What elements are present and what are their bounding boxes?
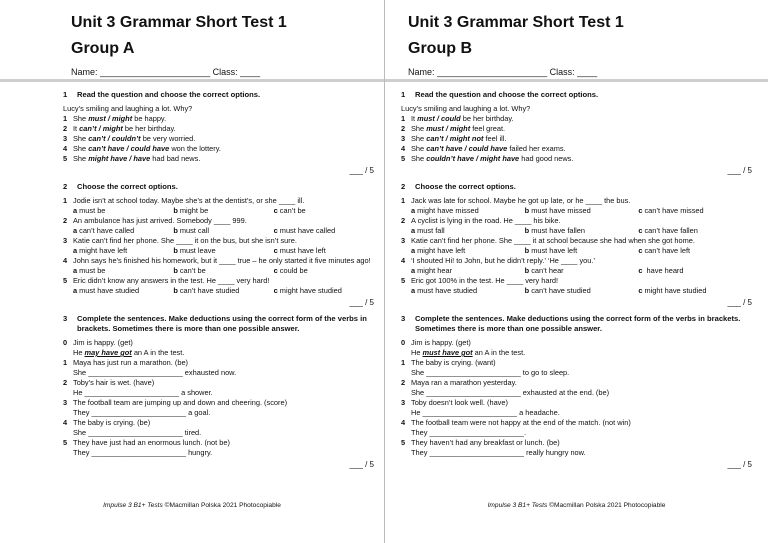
item-text bbox=[73, 144, 374, 154]
item-pre: She bbox=[411, 144, 427, 153]
item-number: 4 bbox=[63, 144, 68, 153]
answer-line[interactable] bbox=[63, 388, 374, 398]
s2-item bbox=[401, 216, 752, 226]
option-choice[interactable]: can’t / might bbox=[79, 124, 123, 133]
item-question: Katie can’t find her phone. She ____ it at school because she had when she got home. bbox=[411, 236, 695, 245]
option-text: must have left bbox=[531, 246, 578, 255]
option-b[interactable] bbox=[173, 286, 273, 296]
option-c[interactable] bbox=[274, 286, 374, 296]
item-number: 4 bbox=[63, 418, 68, 427]
item-number: 2 bbox=[401, 124, 406, 133]
option-c[interactable] bbox=[638, 246, 752, 256]
page-title: Unit 3 Grammar Short Test 1 bbox=[408, 14, 624, 31]
answer-blank[interactable]: She _______________________ exhausted now. bbox=[73, 368, 237, 377]
option-text: might have studied bbox=[279, 286, 342, 295]
item-question: Jack was late for school. Maybe he got up late, or he ____ the bus. bbox=[411, 196, 631, 205]
s3-item bbox=[63, 438, 374, 448]
item-question: ‘I shouted Hi! to John, but he didn’t reply.’ ‘He ____ you.’ bbox=[411, 256, 596, 265]
example-post: an A in the test. bbox=[472, 348, 526, 357]
answer-options bbox=[401, 226, 752, 236]
option-c[interactable] bbox=[274, 226, 374, 236]
answer-blank[interactable]: They _______________________. bbox=[411, 428, 527, 437]
answer-options bbox=[63, 206, 374, 216]
answer-options bbox=[401, 286, 752, 296]
option-text: must have studied bbox=[417, 286, 478, 295]
s2-item bbox=[401, 256, 752, 266]
section-3-score: ___ / 5 bbox=[349, 460, 374, 469]
footer: Impulse 3 B1+ Tests ©Macmillan Polska 2021 Photocopiable bbox=[487, 502, 666, 509]
item-question: Eric didn’t know any answers in the test. He ____ very hard! bbox=[73, 276, 270, 285]
option-text: must call bbox=[179, 226, 210, 235]
item-post: won the lottery. bbox=[169, 144, 221, 153]
option-a[interactable] bbox=[411, 226, 525, 236]
option-a[interactable] bbox=[411, 206, 525, 216]
option-b[interactable] bbox=[173, 226, 273, 236]
item-post: feel great. bbox=[470, 124, 506, 133]
section-3-score: ___ / 5 bbox=[727, 460, 752, 469]
option-a[interactable] bbox=[73, 206, 173, 216]
s3-item bbox=[63, 358, 374, 368]
answer-blank[interactable]: They _______________________ really hungry now. bbox=[411, 448, 586, 457]
answer-line[interactable] bbox=[401, 448, 752, 458]
header bbox=[71, 14, 384, 77]
answer-line[interactable] bbox=[63, 428, 374, 438]
option-letter: a bbox=[73, 246, 78, 255]
item-post: be very worried. bbox=[140, 134, 196, 143]
item-question: John says he’s finished his homework, but it ____ true – he only started it five minutes ago! bbox=[73, 256, 371, 265]
option-text: must have missed bbox=[531, 206, 591, 215]
item-pre: She bbox=[411, 124, 427, 133]
page-title: Unit 3 Grammar Short Test 1 bbox=[71, 14, 287, 31]
option-letter: c bbox=[638, 246, 643, 255]
item-question: Eric got 100% in the test. He ____ very hard! bbox=[411, 276, 559, 285]
item-number: 2 bbox=[401, 216, 406, 225]
option-b[interactable] bbox=[525, 266, 639, 276]
answer-blank[interactable]: She _______________________ tired. bbox=[73, 428, 202, 437]
name-class-line: Name: ______________________ Class: ____ bbox=[408, 67, 598, 77]
item-post: had good news. bbox=[519, 154, 574, 163]
item-number: 4 bbox=[401, 256, 406, 265]
option-choice[interactable]: must / might bbox=[88, 114, 133, 123]
option-letter: b bbox=[173, 246, 178, 255]
option-text: must be bbox=[79, 266, 106, 275]
item-text bbox=[411, 114, 752, 124]
item-text bbox=[73, 124, 374, 134]
option-b[interactable] bbox=[173, 206, 273, 216]
example-answer: must have got bbox=[422, 348, 473, 357]
option-letter: b bbox=[524, 266, 530, 275]
test-body bbox=[63, 90, 374, 470]
answer-line[interactable] bbox=[401, 368, 752, 378]
s3-item bbox=[63, 398, 374, 408]
option-letter: a bbox=[73, 266, 78, 275]
option-text: must have left bbox=[279, 246, 326, 255]
option-b[interactable] bbox=[525, 226, 639, 236]
item-prompt: Maya ran a marathon yesterday. bbox=[411, 378, 517, 387]
item-number: 2 bbox=[63, 378, 68, 387]
option-c[interactable] bbox=[638, 226, 752, 236]
option-c[interactable] bbox=[274, 246, 374, 256]
item-number: 4 bbox=[401, 144, 406, 153]
option-letter: b bbox=[173, 226, 178, 235]
option-choice[interactable]: must / could bbox=[417, 114, 461, 123]
option-text: have heard bbox=[644, 266, 684, 275]
item-prompt: The football team are jumping up and down and cheering. (score) bbox=[73, 398, 288, 407]
option-letter: b bbox=[173, 286, 178, 295]
s1-item bbox=[63, 134, 374, 144]
item-prompt: The baby is crying. (want) bbox=[411, 358, 496, 367]
option-letter: c bbox=[638, 266, 643, 275]
option-a[interactable] bbox=[411, 246, 525, 256]
answer-blank[interactable]: They _______________________ a goal. bbox=[73, 408, 211, 417]
option-b[interactable] bbox=[525, 246, 639, 256]
section-2-score: ___ / 5 bbox=[349, 298, 374, 307]
section-2-heading: 2 Choose the correct options. bbox=[401, 182, 516, 191]
item-prompt: The baby is crying. (be) bbox=[73, 418, 151, 427]
option-choice[interactable]: must / might bbox=[426, 124, 471, 133]
item-number: 2 bbox=[63, 124, 68, 133]
item-number: 3 bbox=[401, 236, 406, 245]
test-page-group-b bbox=[384, 0, 768, 543]
option-letter: c bbox=[273, 226, 278, 235]
option-letter: c bbox=[273, 246, 278, 255]
option-text: can’t have called bbox=[79, 226, 135, 235]
item-pre: It bbox=[411, 114, 418, 123]
item-number: 0 bbox=[401, 338, 406, 347]
answer-options bbox=[401, 266, 752, 276]
option-text: might hear bbox=[417, 266, 453, 275]
item-number: 1 bbox=[63, 114, 68, 123]
option-letter: b bbox=[173, 206, 178, 215]
footer: Impulse 3 B1+ Tests ©Macmillan Polska 2021 Photocopiable bbox=[103, 502, 281, 509]
option-letter: a bbox=[411, 226, 416, 235]
option-b[interactable] bbox=[173, 246, 273, 256]
item-number: 5 bbox=[63, 438, 68, 447]
s3-item bbox=[63, 418, 374, 428]
item-question: An ambulance has just arrived. Somebody ____ 999. bbox=[73, 216, 247, 225]
item-number: 3 bbox=[63, 134, 68, 143]
item-number: 3 bbox=[401, 398, 406, 407]
s3-item bbox=[401, 398, 752, 408]
item-text bbox=[411, 134, 752, 144]
s1-item bbox=[63, 114, 374, 124]
s2-item bbox=[63, 276, 374, 286]
option-text: can’t be bbox=[179, 266, 206, 275]
option-text: can’t hear bbox=[531, 266, 564, 275]
option-text: can’t have studied bbox=[531, 286, 591, 295]
item-number: 3 bbox=[401, 134, 406, 143]
example-post: an A in the test. bbox=[131, 348, 185, 357]
answer-options bbox=[63, 266, 374, 276]
item-post: failed her exams. bbox=[507, 144, 566, 153]
option-letter: a bbox=[411, 286, 416, 295]
item-question: Jodie isn’t at school today. Maybe she’s at the dentist’s, or she ____ ill. bbox=[73, 196, 305, 205]
s3-item bbox=[401, 378, 752, 388]
section-2-score: ___ / 5 bbox=[727, 298, 752, 307]
answer-line[interactable] bbox=[63, 348, 374, 358]
item-prompt: Toby doesn’t look well. (have) bbox=[411, 398, 508, 407]
option-text: can’t have missed bbox=[644, 206, 704, 215]
item-post: be her birthday. bbox=[122, 124, 176, 133]
item-number: 5 bbox=[401, 154, 406, 163]
item-pre: She bbox=[73, 154, 89, 163]
item-number: 2 bbox=[63, 216, 68, 225]
answer-line[interactable] bbox=[63, 408, 374, 418]
section-1-lead: Lucy’s smiling and laughing a lot. Why? bbox=[63, 104, 193, 113]
item-number: 3 bbox=[63, 236, 68, 245]
s2-item bbox=[401, 276, 752, 286]
item-prompt: The football team were not happy at the end of the match. (not win) bbox=[411, 418, 631, 427]
option-text: must be bbox=[79, 206, 106, 215]
s1-item bbox=[401, 124, 752, 134]
option-letter: b bbox=[173, 266, 178, 275]
option-c[interactable] bbox=[638, 266, 752, 276]
group-label: Group A bbox=[71, 40, 135, 57]
s2-item bbox=[63, 236, 374, 246]
answer-options bbox=[401, 246, 752, 256]
option-letter: a bbox=[73, 206, 78, 215]
item-number: 5 bbox=[63, 276, 68, 285]
option-letter: b bbox=[524, 286, 530, 295]
item-text bbox=[411, 154, 752, 164]
example-pre: He bbox=[411, 348, 423, 357]
item-pre: She bbox=[73, 144, 89, 153]
section-1-heading: 1 Read the question and choose the correct options. bbox=[401, 90, 599, 99]
section-3-heading: 3 Complete the sentences. Make deductions using the correct form of the verbs in brackets. Sometimes there is more than one possible answer. bbox=[63, 314, 367, 333]
item-number: 1 bbox=[401, 358, 406, 367]
s2-item bbox=[401, 196, 752, 206]
option-a[interactable] bbox=[73, 226, 173, 236]
s3-item bbox=[401, 358, 752, 368]
option-a[interactable] bbox=[411, 266, 525, 276]
item-number: 0 bbox=[63, 338, 68, 347]
item-number: 1 bbox=[401, 114, 406, 123]
s1-item bbox=[401, 154, 752, 164]
option-letter: a bbox=[411, 266, 416, 275]
option-letter: c bbox=[273, 206, 278, 215]
item-number: 5 bbox=[401, 276, 406, 285]
item-number: 1 bbox=[63, 196, 68, 205]
example-pre: He bbox=[73, 348, 85, 357]
option-letter: c bbox=[638, 206, 643, 215]
section-2-heading: 2 Choose the correct options. bbox=[63, 182, 178, 191]
item-prompt: Jim is happy. (get) bbox=[411, 338, 471, 347]
s1-item bbox=[401, 114, 752, 124]
item-question: A cyclist is lying in the road. He ____ his bike. bbox=[411, 216, 561, 225]
item-post: be happy. bbox=[132, 114, 167, 123]
s3-item bbox=[63, 338, 374, 348]
option-choice[interactable]: can’t have / could have bbox=[88, 144, 170, 153]
answer-options bbox=[63, 226, 374, 236]
option-letter: c bbox=[273, 266, 278, 275]
answer-line[interactable] bbox=[401, 388, 752, 398]
option-choice[interactable]: can’t / might not bbox=[426, 134, 484, 143]
item-question: Katie can’t find her phone. She ____ it on the bus, but she isn’t sure. bbox=[73, 236, 297, 245]
option-text: might have left bbox=[417, 246, 466, 255]
s1-item bbox=[63, 124, 374, 134]
option-a[interactable] bbox=[73, 286, 173, 296]
answer-line[interactable] bbox=[63, 368, 374, 378]
answer-blank[interactable]: She _______________________ exhausted at the end. (be) bbox=[411, 388, 610, 397]
item-post: feel ill. bbox=[483, 134, 507, 143]
option-letter: a bbox=[73, 286, 78, 295]
option-c[interactable] bbox=[638, 206, 752, 216]
item-prompt: They haven’t had any breakfast or lunch. (be) bbox=[411, 438, 560, 447]
option-text: must have fallen bbox=[531, 226, 586, 235]
example-answer: may have got bbox=[84, 348, 132, 357]
answer-line[interactable] bbox=[401, 348, 752, 358]
option-text: can’t be bbox=[279, 206, 306, 215]
item-number: 3 bbox=[63, 398, 68, 407]
item-number: 2 bbox=[401, 378, 406, 387]
s1-item bbox=[63, 154, 374, 164]
answer-options bbox=[63, 246, 374, 256]
option-text: might have missed bbox=[417, 206, 479, 215]
option-choice[interactable]: couldn’t have / might have bbox=[426, 154, 520, 163]
item-text bbox=[411, 124, 752, 134]
item-number: 4 bbox=[63, 256, 68, 265]
divider bbox=[385, 79, 768, 82]
option-c[interactable] bbox=[274, 266, 374, 276]
option-a[interactable] bbox=[411, 286, 525, 296]
divider bbox=[0, 79, 384, 82]
option-text: must fall bbox=[417, 226, 445, 235]
item-text bbox=[73, 114, 374, 124]
test-body bbox=[401, 90, 752, 470]
option-letter: a bbox=[411, 206, 416, 215]
option-letter: b bbox=[524, 206, 530, 215]
item-prompt: Maya has just run a marathon. (be) bbox=[73, 358, 189, 367]
option-text: might be bbox=[179, 206, 209, 215]
s3-item bbox=[63, 378, 374, 388]
item-post: had bad news. bbox=[150, 154, 201, 163]
s3-item bbox=[401, 438, 752, 448]
item-pre: She bbox=[73, 134, 89, 143]
option-choice[interactable]: can’t / couldn’t bbox=[88, 134, 141, 143]
header bbox=[408, 14, 768, 77]
option-b[interactable] bbox=[525, 286, 639, 296]
item-number: 1 bbox=[401, 196, 406, 205]
item-pre: She bbox=[411, 134, 427, 143]
item-number: 1 bbox=[63, 358, 68, 367]
answer-line[interactable] bbox=[63, 448, 374, 458]
section-1-score: ___ / 5 bbox=[349, 166, 374, 175]
group-label: Group B bbox=[408, 40, 472, 57]
item-number: 4 bbox=[401, 418, 406, 427]
answer-line[interactable] bbox=[401, 428, 752, 438]
s2-item bbox=[63, 196, 374, 206]
item-text bbox=[73, 134, 374, 144]
option-letter: b bbox=[524, 226, 530, 235]
name-class-line: Name: ______________________ Class: ____ bbox=[71, 67, 261, 77]
s2-item bbox=[63, 256, 374, 266]
option-text: must leave bbox=[179, 246, 216, 255]
s2-item bbox=[401, 236, 752, 246]
answer-blank[interactable]: She _______________________ to go to sleep. bbox=[411, 368, 570, 377]
answer-line[interactable] bbox=[401, 408, 752, 418]
answer-options bbox=[401, 206, 752, 216]
option-a[interactable] bbox=[73, 246, 173, 256]
section-1-score: ___ / 5 bbox=[727, 166, 752, 175]
option-text: can’t have studied bbox=[179, 286, 240, 295]
option-text: can’t have fallen bbox=[644, 226, 698, 235]
section-3-heading: 3 Complete the sentences. Make deductions using the correct form of the verbs in brackets. Sometimes there is more than one possible answer. bbox=[401, 314, 741, 333]
item-pre: She bbox=[411, 154, 427, 163]
item-number: 5 bbox=[401, 438, 406, 447]
item-post: be her birthday. bbox=[460, 114, 514, 123]
item-prompt: They have just had an enormous lunch. (not be) bbox=[73, 438, 230, 447]
item-prompt: Toby’s hair is wet. (have) bbox=[73, 378, 155, 387]
item-number: 5 bbox=[63, 154, 68, 163]
option-text: might have left bbox=[79, 246, 128, 255]
option-choice[interactable]: can’t have / could have bbox=[426, 144, 508, 153]
s1-item bbox=[401, 134, 752, 144]
option-text: can’t have left bbox=[644, 246, 691, 255]
item-prompt: Jim is happy. (get) bbox=[73, 338, 133, 347]
option-text: must have studied bbox=[79, 286, 140, 295]
option-letter: a bbox=[73, 226, 78, 235]
s3-item bbox=[401, 338, 752, 348]
section-1-heading: 1 Read the question and choose the correct options. bbox=[63, 90, 261, 99]
option-b[interactable] bbox=[173, 266, 273, 276]
option-letter: c bbox=[638, 226, 643, 235]
option-letter: b bbox=[524, 246, 530, 255]
s1-item bbox=[401, 144, 752, 154]
answer-options bbox=[63, 286, 374, 296]
answer-blank[interactable]: He _______________________ a shower. bbox=[73, 388, 213, 397]
item-text bbox=[411, 144, 752, 154]
option-a[interactable] bbox=[73, 266, 173, 276]
s2-item bbox=[63, 216, 374, 226]
option-c[interactable] bbox=[638, 286, 752, 296]
section-1-lead: Lucy’s smiling and laughing a lot. Why? bbox=[401, 104, 531, 113]
option-text: might have studied bbox=[644, 286, 707, 295]
answer-blank[interactable]: They _______________________ hungry. bbox=[73, 448, 213, 457]
s1-item bbox=[63, 144, 374, 154]
s3-item bbox=[401, 418, 752, 428]
option-b[interactable] bbox=[525, 206, 639, 216]
item-pre: She bbox=[73, 114, 89, 123]
option-choice[interactable]: might have / have bbox=[88, 154, 151, 163]
option-letter: c bbox=[273, 286, 278, 295]
option-text: could be bbox=[279, 266, 308, 275]
item-pre: It bbox=[73, 124, 80, 133]
item-text bbox=[73, 154, 374, 164]
option-text: must have called bbox=[279, 226, 336, 235]
answer-blank[interactable]: He _______________________ a headache. bbox=[411, 408, 560, 417]
option-c[interactable] bbox=[274, 206, 374, 216]
option-letter: c bbox=[638, 286, 643, 295]
option-letter: a bbox=[411, 246, 416, 255]
